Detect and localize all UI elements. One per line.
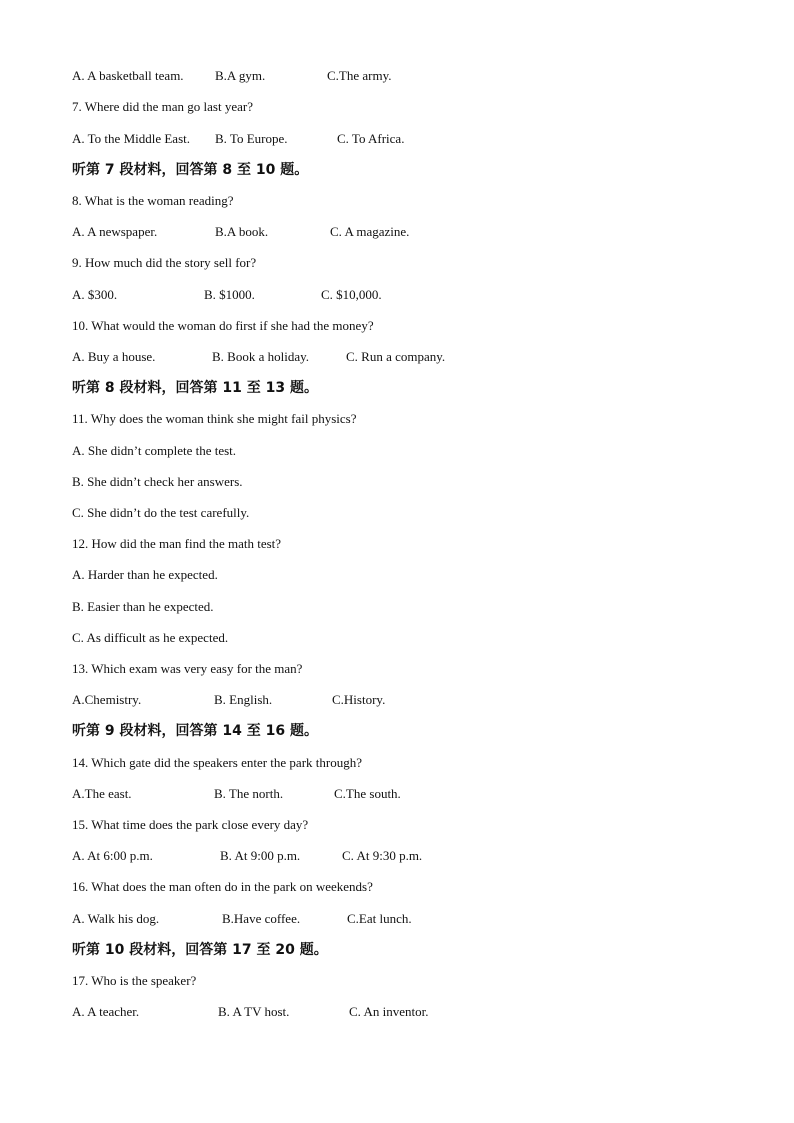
option-b: B. At 9:00 p.m. bbox=[220, 848, 301, 863]
option-a: A. To the Middle East. bbox=[72, 131, 191, 146]
question-text: 8. What is the woman reading? bbox=[72, 193, 234, 208]
option-b: B. To Europe. bbox=[215, 131, 288, 146]
option-a: A. Buy a house. bbox=[72, 349, 156, 364]
option-line: B. She didn’t check her answers. bbox=[72, 474, 243, 489]
question-text: 12. How did the man find the math test? bbox=[72, 536, 282, 551]
option-a: A.Chemistry. bbox=[72, 692, 142, 707]
section-heading: 听第 10 段材料，回答第 17 至 20 题。 bbox=[72, 942, 328, 958]
option-b: B. A TV host. bbox=[218, 1004, 290, 1019]
option-c: C. $10,000. bbox=[321, 287, 382, 302]
option-a: A. Walk his dog. bbox=[72, 911, 160, 926]
option-a: A. $300. bbox=[72, 287, 118, 302]
option-a: A. A basketball team. bbox=[72, 68, 184, 83]
option-b: B.A book. bbox=[215, 224, 269, 239]
option-c: C.The south. bbox=[334, 786, 401, 801]
option-line: C. As difficult as he expected. bbox=[72, 630, 229, 645]
option-c: C. Run a company. bbox=[346, 349, 446, 364]
option-c: C. A magazine. bbox=[330, 224, 410, 239]
option-line: A. Harder than he expected. bbox=[72, 567, 218, 582]
section-heading: 听第 7 段材料，回答第 8 至 10 题。 bbox=[72, 162, 309, 178]
question-text: 10. What would the woman do first if she had the money? bbox=[72, 318, 374, 333]
option-b: B.A gym. bbox=[215, 68, 266, 83]
option-c: C.The army. bbox=[327, 68, 392, 83]
option-line: B. Easier than he expected. bbox=[72, 599, 214, 614]
option-c: C. At 9:30 p.m. bbox=[342, 848, 423, 863]
option-line: A. She didn’t complete the test. bbox=[72, 443, 237, 458]
option-a: A. A teacher. bbox=[72, 1004, 140, 1019]
question-text: 17. Who is the speaker? bbox=[72, 973, 197, 988]
option-c: C.History. bbox=[332, 692, 386, 707]
question-text: 9. How much did the story sell for? bbox=[72, 255, 257, 270]
option-line: C. She didn’t do the test carefully. bbox=[72, 505, 250, 520]
option-c: C.Eat lunch. bbox=[347, 911, 412, 926]
option-a: A. At 6:00 p.m. bbox=[72, 848, 153, 863]
question-text: 14. Which gate did the speakers enter the park through? bbox=[72, 755, 362, 770]
option-b: B.Have coffee. bbox=[222, 911, 301, 926]
option-c: C. An inventor. bbox=[349, 1004, 429, 1019]
question-text: 16. What does the man often do in the park on weekends? bbox=[72, 879, 373, 894]
option-b: B. English. bbox=[214, 692, 273, 707]
section-heading: 听第 8 段材料，回答第 11 至 13 题。 bbox=[72, 380, 318, 396]
section-heading: 听第 9 段材料，回答第 14 至 16 题。 bbox=[72, 723, 318, 739]
question-text: 13. Which exam was very easy for the man? bbox=[72, 661, 303, 676]
option-c: C. To Africa. bbox=[337, 131, 405, 146]
option-b: B. Book a holiday. bbox=[212, 349, 310, 364]
option-a: A.The east. bbox=[72, 786, 132, 801]
option-b: B. $1000. bbox=[204, 287, 255, 302]
option-b: B. The north. bbox=[214, 786, 284, 801]
option-a: A. A newspaper. bbox=[72, 224, 158, 239]
question-text: 11. Why does the woman think she might fail physics? bbox=[72, 411, 357, 426]
question-text: 15. What time does the park close every day? bbox=[72, 817, 309, 832]
question-text: 7. Where did the man go last year? bbox=[72, 99, 253, 114]
